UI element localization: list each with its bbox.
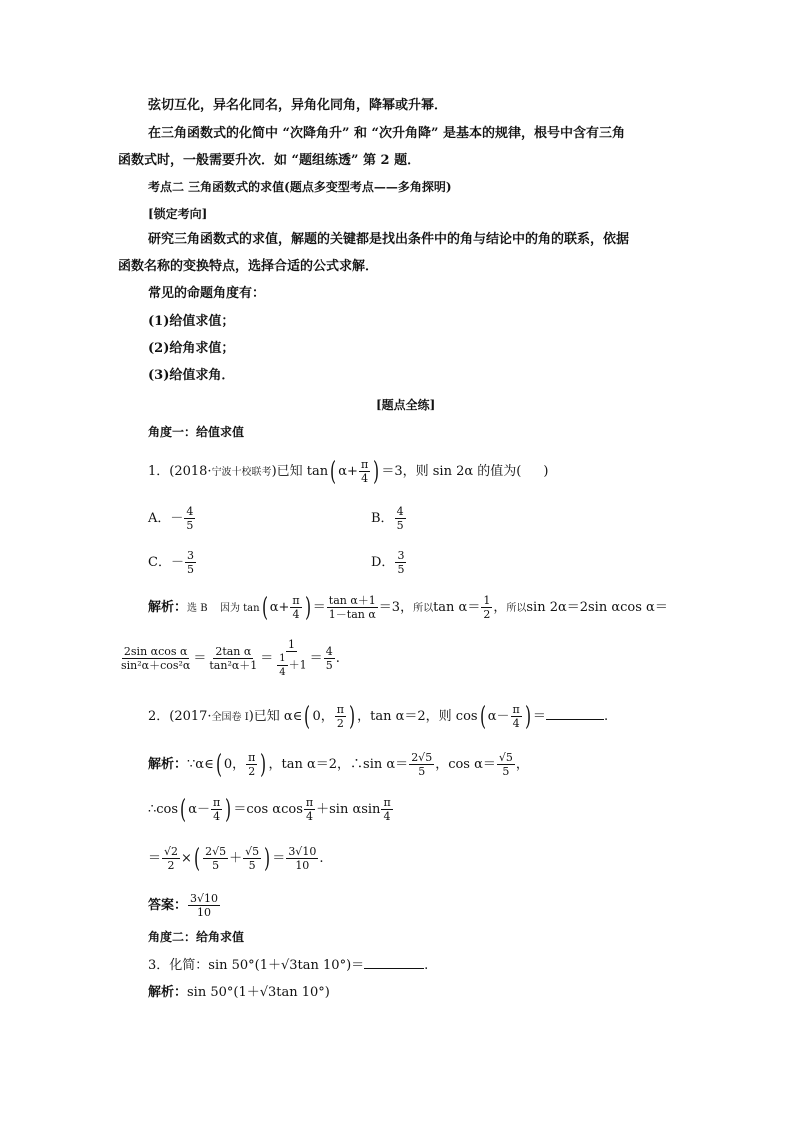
question-2: 2．(2017·全国卷 Ⅰ)已知 α∈( 0， $\frac{\pi}{2}$ ) ，tan α＝2，则 cos( α－ $\frac{\pi}{4}$ ) ＝ . — [148, 701, 609, 732]
option-a: A．－ $\frac{4}{5}$ — [148, 505, 194, 532]
solution-2-line-1: 解析：∵α∈( 0， $\frac{\pi}{2}$ ) ，tan α＝2，∴sin α＝ $\frac{2√5}{5}$ ，cos α＝ $\frac{√5}{5}$ ， — [148, 749, 529, 780]
section-label: [题点全练] — [376, 398, 436, 412]
question-3: 3．化简：sin 50°(1＋√3tan 10°)＝ . — [148, 958, 429, 973]
solution-2-line-2: ∴cos( α－ $\frac{\pi}{4}$ ) ＝cos αcos $\frac{\pi}{4}$ ＋sin αsin $\frac{\pi}{4}$ — [148, 794, 391, 825]
option-d: D． $\frac{3}{5}$ — [371, 549, 405, 576]
answer-2: 答案： $\frac{3√10}{10}$ — [148, 892, 219, 919]
option-c: C．－ $\frac{3}{5}$ — [148, 549, 194, 576]
source-note: 宁波十校联考 — [211, 467, 272, 478]
paragraph-line: 弦切互化，异名化同名，异角化同角，降幂或升幂． — [148, 98, 448, 113]
angle-heading: 角度一：给值求值 — [148, 425, 245, 439]
paragraph-line: 函数名称的变换特点，选择合适的公式求解． — [118, 259, 379, 274]
answer-blank[interactable] — [364, 957, 424, 969]
paragraph-line: 在三角函数式的化简中 “次降角升” 和 “次升角降” 是基本的规律，根号中含有三角 — [148, 126, 626, 141]
paragraph-line: 研究三角函数式的求值，解题的关键都是找出条件中的角与结论中的角的联系，依据 — [148, 232, 630, 247]
list-item: (1)给值求值； — [148, 314, 235, 329]
solution-1-line-2: $\frac{\text{2sin αcos α}}{\text{sin²α＋cos²α}}$ ＝ $\frac{\text{2tan α}}{\text{tan²α＋1}}$ ＝ 1 $\frac{1}{4}$ ＋1 ＝ $\frac{4}{5}$ . — [121, 638, 340, 678]
solution-2-line-3: ＝ $\frac{√2}{2}$ ×( $\frac{2√5}{5}$ ＋ $\frac{√5}{5}$ ) ＝ $\frac{3√10}{10}$ . — [148, 843, 324, 874]
list-item: (3)给值求角． — [148, 368, 235, 383]
solution-3-line-1: 解析：sin 50°(1＋√3tan 10°) — [148, 985, 330, 1000]
option-b: B． $\frac{4}{5}$ — [371, 505, 404, 532]
subsection-label: [锁定考向] — [148, 207, 208, 221]
paragraph-line: 常见的命题角度有： — [148, 286, 266, 301]
paragraph-line: 函数式时，一般需要升次．如 “题组练透” 第 2 题． — [118, 153, 421, 168]
source-note: 全国卷 Ⅰ — [211, 712, 249, 723]
solution-1-line-1: 解析：选 B 因为 tan( α+ $\frac{\pi}{4}$ ) ＝ $\frac{\text{tan α＋1}}{\text{1－tan α}}$ ＝3，所以tan α＝ $\frac{1}{2}$ ，所以sin 2α＝2sin αcos α＝ — [148, 592, 668, 623]
angle-heading: 角度二：给角求值 — [148, 930, 245, 944]
section-heading: 考点二 三角函数式的求值(题点多变型考点——多角探明) — [148, 180, 452, 194]
list-item: (2)给角求值； — [148, 341, 235, 356]
answer-blank[interactable] — [546, 708, 604, 720]
question-1: 1．(2018·宁波十校联考)已知 tan( α+ $\frac{\pi}{4}$ ) ＝3，则 sin 2α 的值为( ) — [148, 456, 549, 487]
